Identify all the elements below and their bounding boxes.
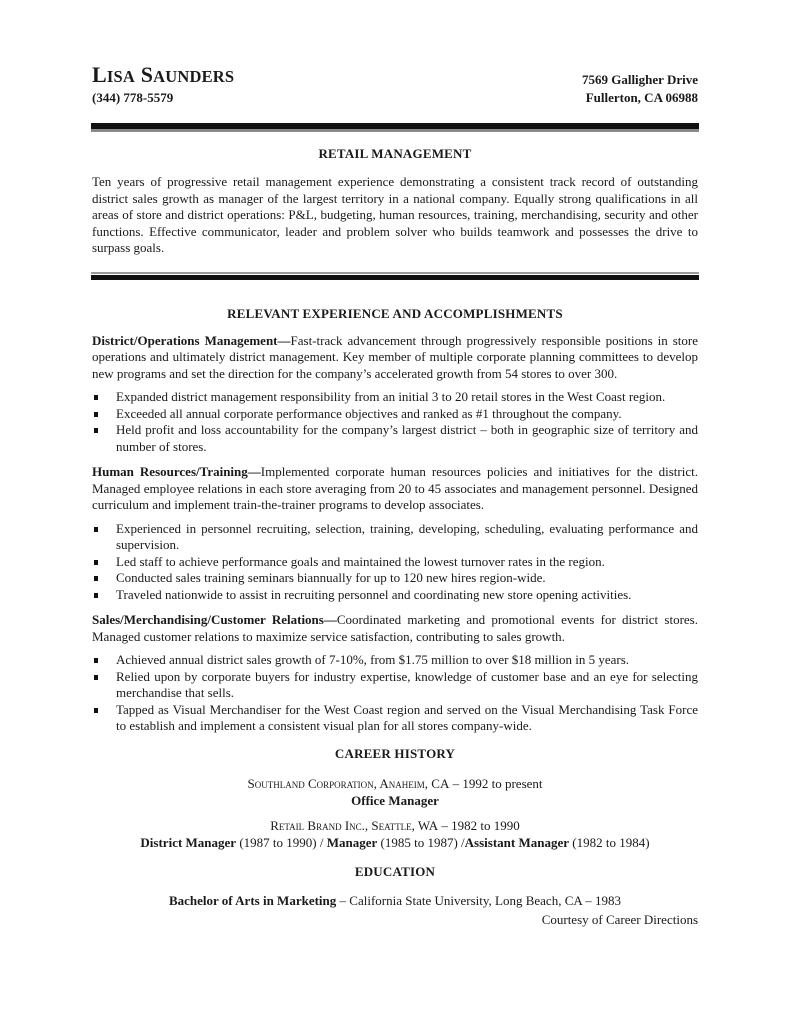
bullet-icon xyxy=(94,675,98,680)
group-heading: Sales/Merchandising/Customer Relations xyxy=(92,612,324,627)
employment-dates: – 1992 to present xyxy=(449,775,543,791)
bullet-icon xyxy=(94,593,98,598)
group-description: District/Operations Management—Fast-track advancement through progressively responsible positions in store operations and ultimately district management. Key member of multiple corporate planning committees to develop new programs and set the direction for the company’s accelerated growth from 54 stores to over 300. xyxy=(92,332,698,381)
education-title: EDUCATION xyxy=(354,863,436,879)
bullet-icon xyxy=(94,708,98,713)
institution: – California State University, Long Beach, CA – 1983 xyxy=(336,892,622,908)
list-item: Held profit and loss accountability for the company’s largest district – both in geographic size of territory and number of stores. xyxy=(92,422,698,455)
address-street: 7569 Galligher Drive xyxy=(581,72,698,87)
job-employer-line xyxy=(92,817,698,834)
experience-group-sales xyxy=(92,612,698,735)
job-roles-line: District Manager (1987 to 1990) / Manager (1985 to 1987) /Assistant Manager (1982 to 1984) xyxy=(140,834,650,850)
bullet-icon xyxy=(94,412,98,417)
employer-name: Retail Brand Inc., Seattle, WA xyxy=(270,817,439,833)
job-title: District Manager xyxy=(140,834,237,850)
list-item: Relied upon by corporate buyers for industry expertise, knowledge of customer base and an eye for selecting merchandise that sells. xyxy=(92,669,698,702)
bullet-icon xyxy=(94,428,98,433)
education-entry xyxy=(92,892,698,909)
group-description: Sales/Merchandising/Customer Relations—Coordinated marketing and promotional events for district stores. Managed customer relations to maximize service satisfaction, contributing to sales growth. xyxy=(92,612,698,644)
employer-name: Southland Corporation, Anaheim, CA xyxy=(247,775,450,791)
list-item: Led staff to achieve performance goals and maintained the lowest turnover rates in the region. xyxy=(92,554,698,571)
header-divider xyxy=(91,123,699,132)
resume-header xyxy=(92,62,698,114)
bullet-icon xyxy=(94,527,98,532)
bullet-icon xyxy=(94,395,98,400)
group-heading: District/Operations Management xyxy=(92,332,278,348)
group-description: Human Resources/Training—Implemented corporate human resources policies and initiatives for the district. Managed employee relations in each store averaging from 20 to 45 associates and management personnel. Designed curriculum and implement train-the-trainer programs to develop associates. xyxy=(92,464,698,512)
bullet-icon xyxy=(94,576,98,581)
list-item: Exceeded all annual corporate performance objectives and ranked as #1 throughout the company. xyxy=(92,406,698,423)
experience-title: RELEVANT EXPERIENCE AND ACCOMPLISHMENTS xyxy=(227,305,563,321)
experience-group-hr xyxy=(92,464,698,603)
bullet-list xyxy=(92,652,698,735)
phone-number: (344) 778-5579 xyxy=(92,90,174,105)
list-item: Tapped as Visual Merchandiser for the West Coast region and served on the Visual Merchandising Task Force to establish and implement a consistent visual plan for all stores company-wide. xyxy=(92,702,698,735)
job-title: Office Manager xyxy=(351,792,439,808)
summary-text: Ten years of progressive retail management experience demonstrating a consistent track record of outstanding district sales growth as manager of the largest territory in a national company. Equally strong qualifications in all areas of store and district operations: P&L, budgeting, human resources, training, merchandising, security and other functions. Effective communicator, leader and problem solver who builds teamwork and possesses the drive to surpass goals. xyxy=(92,174,698,255)
job-employer-line xyxy=(92,775,698,792)
list-item: Achieved annual district sales growth of 7-10%, from $1.75 million to over $18 million in 5 years. xyxy=(92,652,698,669)
list-item: Expanded district management responsibility from an initial 3 to 20 retail stores in the West Coast region. xyxy=(92,389,698,406)
employment-dates: – 1982 to 1990 xyxy=(438,817,520,833)
candidate-name: LISA SAUNDERS xyxy=(92,62,235,87)
bullet-icon xyxy=(94,658,98,663)
career-job xyxy=(92,775,698,809)
list-item: Traveled nationwide to assist in recruiting personnel and coordinating new store opening activities. xyxy=(92,587,698,604)
address-city: Fullerton, CA 06988 xyxy=(585,90,698,105)
resume-page xyxy=(92,62,698,928)
bullet-list xyxy=(92,521,698,604)
degree: Bachelor of Arts in Marketing xyxy=(168,892,337,908)
job-title: Manager xyxy=(326,834,378,850)
list-item: Experienced in personnel recruiting, selection, training, developing, scheduling, evaluating performance and supervision. xyxy=(92,521,698,554)
bullet-icon xyxy=(94,560,98,565)
experience-group-operations xyxy=(92,333,698,456)
career-title: CAREER HISTORY xyxy=(334,745,456,761)
bullet-list xyxy=(92,389,698,455)
credit-line: Courtesy of Career Directions xyxy=(541,911,698,927)
summary-title: RETAIL MANAGEMENT xyxy=(318,146,472,161)
list-item: Conducted sales training seminars biannually for up to 120 new hires region-wide. xyxy=(92,570,698,587)
section-divider xyxy=(91,272,699,280)
job-title: Assistant Manager xyxy=(464,834,570,850)
group-heading: Human Resources/Training xyxy=(92,464,248,479)
career-job xyxy=(92,817,698,851)
